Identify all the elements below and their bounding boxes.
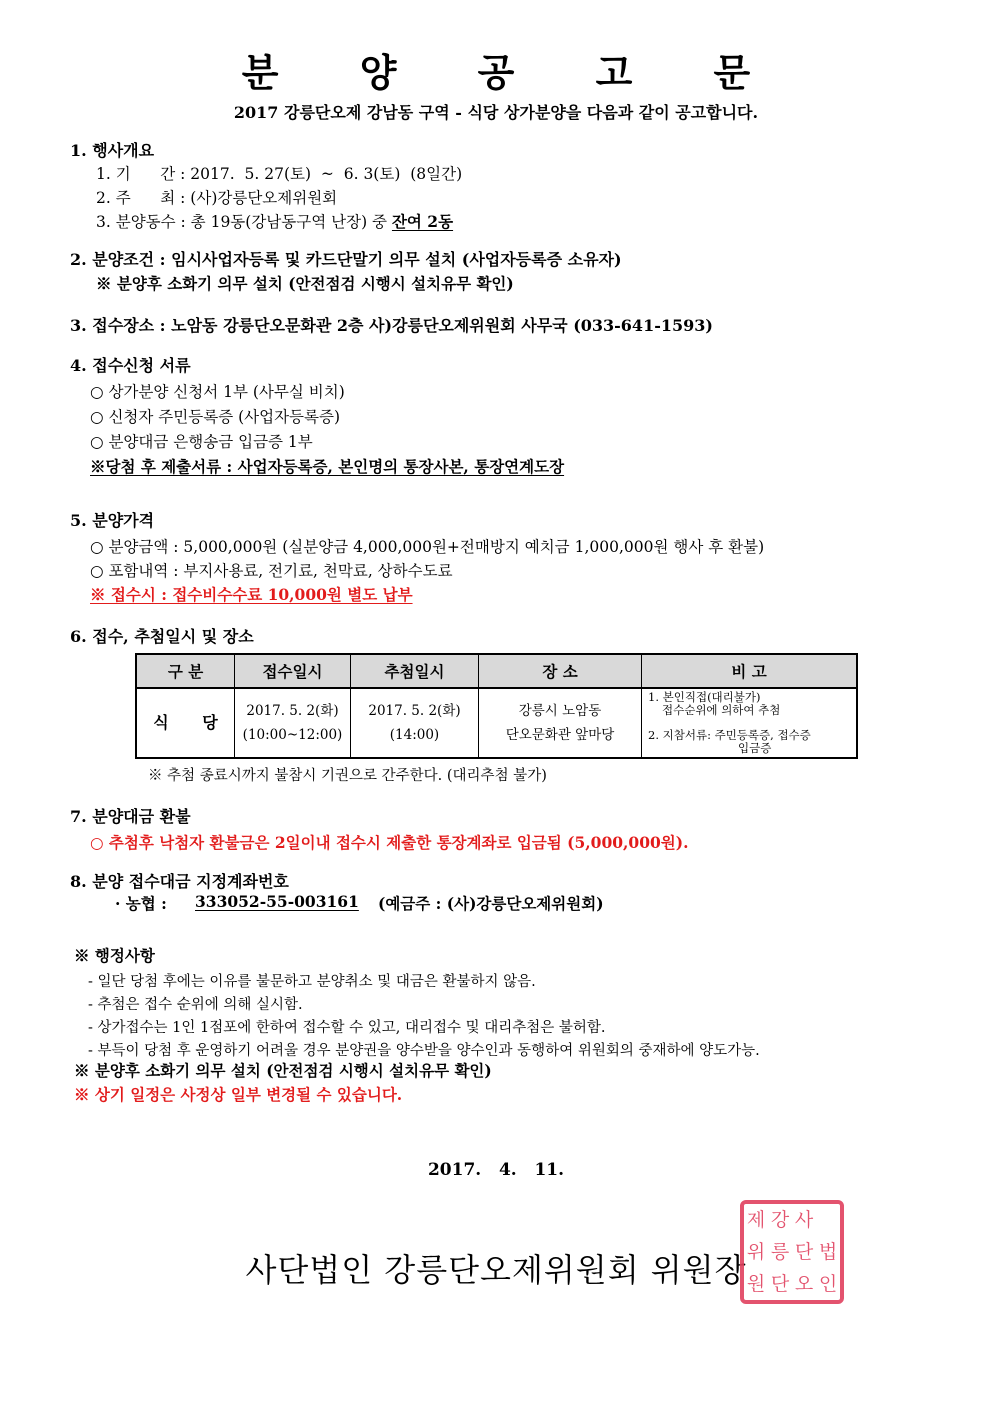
- seal-char: 단: [770, 1272, 790, 1295]
- cell-category: 식 당: [136, 688, 235, 758]
- col-draw: 추첨일시: [351, 654, 479, 688]
- s5-item-2: ○ 포함내역 : 부지사용료, 전기료, 천막료, 상하수도료: [90, 562, 453, 580]
- official-seal-stamp: [740, 1200, 844, 1304]
- place-line-1: 강릉시 노암동: [518, 703, 602, 719]
- issue-date: 2017. 4. 11.: [427, 1160, 565, 1180]
- receipt-date: 2017. 5. 2(화): [246, 703, 339, 719]
- cell-draw: [351, 688, 479, 758]
- seal-char: 사: [794, 1208, 814, 1231]
- admin-item-1: - 일단 당첨 후에는 이유를 불문하고 분양취소 및 대금은 환불하지 않음.: [88, 974, 536, 990]
- receipt-time: (10:00~12:00): [242, 727, 343, 743]
- s8-account-holder: (예금주 : (사)강릉단오제위원회): [378, 894, 604, 913]
- s2-note: ※ 분양후 소화기 의무 설치 (안전점검 시행시 설치유무 확인): [96, 274, 514, 293]
- table-row: [136, 688, 857, 758]
- s1-host: 2. 주 최 : (사)강릉단오제위원회: [96, 189, 338, 207]
- note-2b: 입금증: [738, 741, 772, 755]
- s8-account-number: 333052-55-003161: [195, 892, 359, 911]
- seal-char: 법: [818, 1240, 838, 1263]
- note-1: 1. 본인직접(대리불가): [648, 690, 761, 704]
- col-place: 장 소: [479, 654, 642, 688]
- note-1b: 접수순위에 의하여 추첨: [662, 703, 781, 717]
- schedule-table: [135, 653, 858, 759]
- col-category: 구 분: [136, 654, 235, 688]
- s7-item: ○ 추첨후 낙첨자 환불금은 2일이내 접수시 제출한 통장계좌로 입금됨 (5,000,000원).: [90, 833, 689, 852]
- s1-period: 1. 기 간 : 2017. 5. 27(토) ~ 6. 3(토) (8일간): [96, 165, 463, 183]
- s4-item-1: ○ 상가분양 신청서 1부 (사무실 비치): [90, 383, 345, 401]
- section-1-heading: 1. 행사개요: [70, 141, 155, 160]
- document-title: 분 양 공 고 문: [241, 50, 785, 95]
- admin-heading: ※ 행정사항: [74, 946, 155, 965]
- draw-time: (14:00): [389, 727, 440, 743]
- s4-item-3: ○ 분양대금 은행송금 입금증 1부: [90, 433, 313, 451]
- seal-char: 원: [746, 1272, 766, 1295]
- section-5-heading: 5. 분양가격: [70, 511, 155, 530]
- s1-units: [96, 210, 453, 232]
- s5-note: ※ 접수시 : 접수비수수료 10,000원 별도 납부: [90, 585, 413, 604]
- seal-char: 오: [794, 1272, 814, 1295]
- signature: 사단법인 강릉단오제위원회 위원장: [245, 1251, 747, 1289]
- admin-note-1: ※ 분양후 소화기 의무 설치 (안전점검 시행시 설치유무 확인): [74, 1061, 492, 1080]
- seal-char: 위: [746, 1240, 766, 1263]
- cell-note: [642, 688, 858, 758]
- seal-char: 강: [770, 1208, 790, 1231]
- admin-note-2: ※ 상기 일정은 사정상 일부 변경될 수 있습니다.: [74, 1085, 403, 1104]
- s4-item-2: ○ 신청자 주민등록증 (사업자등록증): [90, 408, 341, 426]
- col-receipt: 접수일시: [235, 654, 351, 688]
- s8-bank-label: · 농협 :: [115, 894, 167, 913]
- seal-char: 릉: [770, 1240, 790, 1263]
- section-4-heading: 4. 접수신청 서류: [70, 356, 191, 375]
- section-3-heading: 3. 접수장소 : 노암동 강릉단오문화관 2층 사)강릉단오제위원회 사무국 (033-641-1593): [70, 316, 713, 335]
- s1-units-text: 3. 분양동수 : 총 19동(강남동구역 난장) 중: [96, 213, 392, 231]
- section-2-heading: 2. 분양조건 : 임시사업자등록 및 카드단말기 의무 설치 (사업자등록증 소유자): [70, 250, 622, 269]
- table-header-row: [136, 654, 857, 688]
- draw-date: 2017. 5. 2(화): [368, 703, 461, 719]
- seal-char: 인: [818, 1272, 838, 1295]
- section-6-heading: 6. 접수, 추첨일시 및 장소: [70, 627, 254, 646]
- place-line-2: 단오문화관 앞마당: [505, 727, 615, 743]
- seal-char: 제: [746, 1208, 766, 1231]
- col-note: 비 고: [642, 654, 858, 688]
- admin-item-3: - 상가접수는 1인 1점포에 한하여 접수할 수 있고, 대리접수 및 대리추첨은 불허함.: [88, 1020, 606, 1036]
- s6-footnote: ※ 추첨 종료시까지 불참시 기권으로 간주한다. (대리추첨 불가): [148, 768, 547, 784]
- s1-remaining: 잔여 2동: [391, 212, 454, 231]
- cell-place: [479, 688, 642, 758]
- section-7-heading: 7. 분양대금 환불: [70, 807, 191, 826]
- s5-item-1: ○ 분양금액 : 5,000,000원 (실분양금 4,000,000원+전매방지 예치금 1,000,000원 행사 후 환불): [90, 538, 765, 556]
- seal-char: 단: [794, 1240, 814, 1263]
- admin-item-2: - 추첨은 접수 순위에 의해 실시함.: [88, 997, 303, 1013]
- document-subtitle: 2017 강릉단오제 강남동 구역 - 식당 상가분양을 다음과 같이 공고합니다.: [233, 103, 759, 122]
- section-8-heading: 8. 분양 접수대금 지정계좌번호: [70, 872, 289, 891]
- note-2: 2. 지참서류: 주민등록증, 접수증: [648, 728, 811, 742]
- admin-item-4: - 부득이 당첨 후 운영하기 어려울 경우 분양권을 양수받을 양수인과 동행하여 위원회의 중재하에 양도가능.: [88, 1043, 760, 1059]
- s4-note: ※당첨 후 제출서류 : 사업자등록증, 본인명의 통장사본, 통장연계도장: [90, 457, 565, 476]
- cell-receipt: [235, 688, 351, 758]
